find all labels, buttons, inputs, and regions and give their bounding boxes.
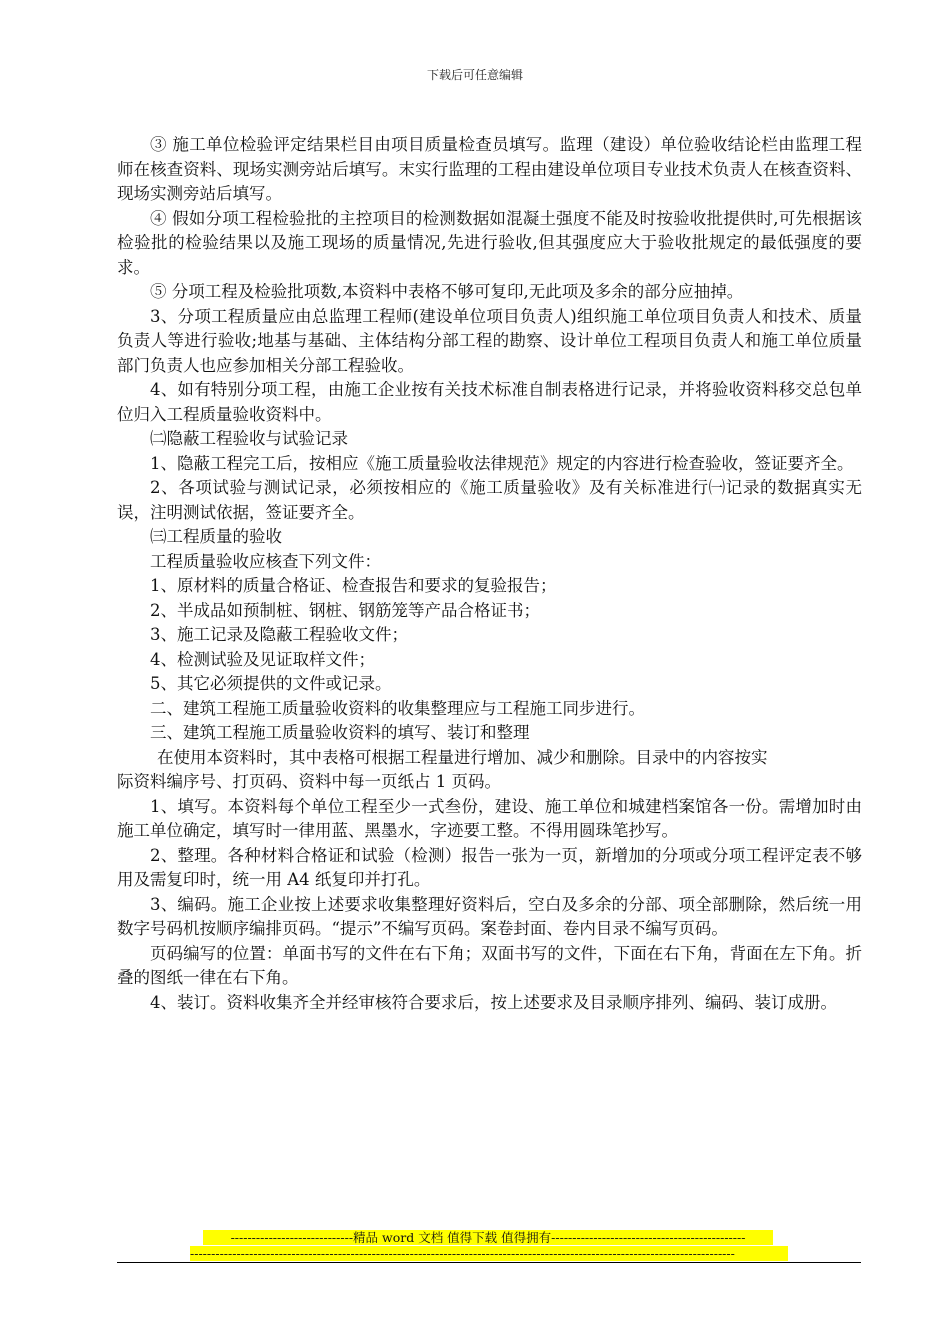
paragraph: 际资料编序号、打页码、资料中每一页纸占 1 页码。 bbox=[117, 772, 501, 791]
paragraph: 2、各项试验与测试记录，必须按相应的《施工质量验收》及有关标准进行㈠记录的数据真实无误，注明测试依据，签证要齐全。 bbox=[117, 478, 862, 522]
footer-divider bbox=[117, 1262, 861, 1263]
paragraph: 2、整理。各种材料合格证和试验（检测）报告一张为一页，新增加的分项或分项工程评定表不够用及需复印时，统一用 A4 纸复印并打孔。 bbox=[117, 845, 862, 889]
paragraph: ③ 施工单位检验评定结果栏目由项目质量检查员填写。监理（建设）单位验收结论栏由监理工程师在核查资料、现场实测旁站后填写。末实行监理的工程由建设单位项目专业技术负责人在核查资料、现场实测旁站后填写。 bbox=[117, 135, 862, 203]
list-item: 5、其它必须提供的文件或记录。 bbox=[150, 674, 392, 693]
paragraph: 1、隐蔽工程完工后，按相应《施工质量验收法律规范》规定的内容进行检查验收，签证要齐全。 bbox=[150, 453, 854, 473]
paragraph: 3、分项工程质量应由总监理工程师(建设单位项目负责人)组织施工单位项目负责人和技术、质量负责人等进行验收;地基与基础、主体结构分部工程的勘察、设计单位工程项目负责人和施工单位质量部门负责人也应参加相关分部工程验收。 bbox=[117, 306, 862, 375]
footer-banner-line: -----------------------------精品 word 文档 值得下载 值得拥有---------------------------------------------- bbox=[203, 1230, 773, 1245]
paragraph: 在使用本资料时，其中表格可根据工程量进行增加、减少和删除。目录中的内容按实 bbox=[157, 747, 768, 767]
paragraph: ⑤ 分项工程及检验批项数,本资料中表格不够可复印,无此项及多余的部分应抽掉。 bbox=[150, 282, 744, 301]
section-heading: ㈡隐蔽工程验收与试验记录 bbox=[150, 429, 348, 448]
list-item: 2、半成品如预制桩、钢桩、钢筋笼等产品合格证书； bbox=[150, 600, 540, 620]
section-heading: 三、建筑工程施工质量验收资料的填写、装订和整理 bbox=[150, 723, 530, 742]
paragraph: 3、编码。施工企业按上述要求收集整理好资料后，空白及多余的分部、项全部删除，然后统一用数字号码机按顺序编排页码。“提示”不编写页码。案卷封面、卷内目录不编写页码。 bbox=[117, 894, 862, 938]
section-heading: 二、建筑工程施工质量验收资料的收集整理应与工程施工同步进行。 bbox=[150, 698, 645, 718]
list-item: 3、施工记录及隐蔽工程验收文件； bbox=[150, 625, 408, 644]
list-item: 4、检测试验及见证取样文件； bbox=[150, 649, 375, 669]
footer-dash-line: --------------------------------------------------------------------------------------------------------------------------------- bbox=[190, 1246, 788, 1261]
section-heading: ㈢工程质量的验收 bbox=[150, 527, 282, 546]
paragraph: 4、如有特别分项工程，由施工企业按有关技术标准自制表格进行记录，并将验收资料移交总包单位归入工程质量验收资料中。 bbox=[117, 380, 862, 424]
paragraph: 4、装订。资料收集齐全并经审核符合要求后，按上述要求及目录顺序排列、编码、装订成册。 bbox=[150, 992, 837, 1012]
paragraph: 1、填写。本资料每个单位工程至少一式叁份，建设、施工单位和城建档案馆各一份。需增加时由施工单位确定，填写时一律用蓝、黑墨水，字迹要工整。不得用圆珠笔抄写。 bbox=[117, 796, 862, 840]
list-item: 1、原材料的质量合格证、检查报告和要求的复验报告； bbox=[150, 576, 557, 595]
paragraph: 工程质量验收应核查下列文件： bbox=[150, 551, 381, 571]
document-body bbox=[117, 133, 862, 1015]
page-header: 下载后可任意编辑 bbox=[426, 68, 523, 82]
paragraph: 页码编写的位置：单面书写的文件在右下角；双面书写的文件，下面在右下角，背面在左下角。折叠的图纸一律在右下角。 bbox=[117, 943, 862, 987]
paragraph: ④ 假如分项工程检验批的主控项目的检测数据如混凝土强度不能及时按验收批提供时,可先根据该检验批的检验结果以及施工现场的质量情况,先进行验收,但其强度应大于验收批规定的最低强度的要求。 bbox=[117, 208, 862, 277]
